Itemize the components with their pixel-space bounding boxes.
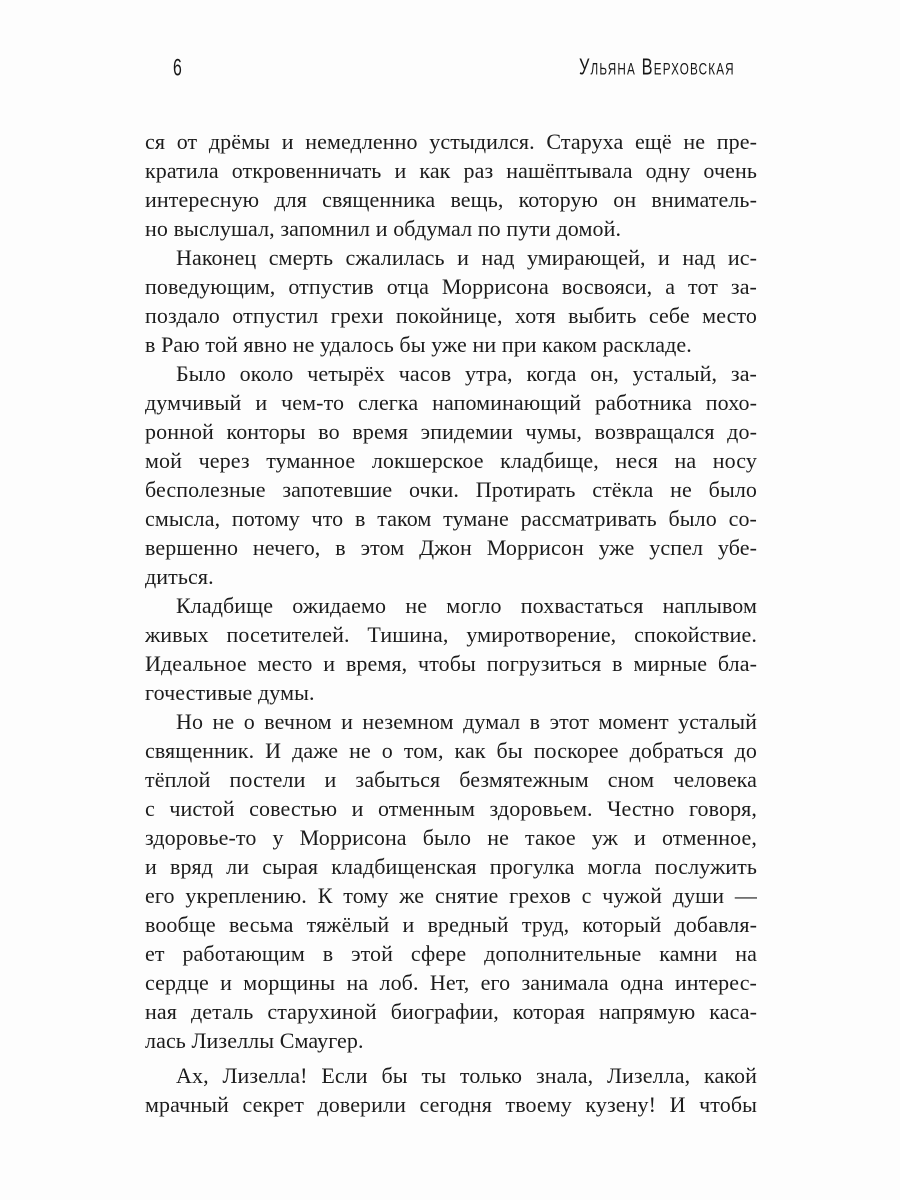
paragraph <box>145 591 757 707</box>
text-line: ет работающим в этой сфере дополнительные камни на <box>145 941 757 966</box>
paragraph <box>145 1061 757 1119</box>
page-header <box>0 53 900 84</box>
text-line: но выслушал, запомнил и обдумал по пути домой. <box>145 216 622 241</box>
page-text <box>145 127 757 1119</box>
text-line: интересную для священника вещь, которую он вниматель- <box>145 187 757 212</box>
text-line: вообще весьма тяжёлый и вредный труд, который добавля- <box>145 912 757 937</box>
text-line: мрачный секрет доверили сегодня твоему кузену! И чтобы <box>145 1092 757 1117</box>
text-line: мой через туманное локшерское кладбище, неся на носу <box>145 448 757 473</box>
text-line: Наконец смерть сжалилась и над умирающей, и над ис- <box>176 245 757 270</box>
text-line: в Раю той явно не удалось бы уже ни при каком раскладе. <box>145 332 692 357</box>
text-line: ная деталь старухиной биографии, которая напрямую каса- <box>145 999 757 1024</box>
text-line: Было около четырёх часов утра, когда он, усталый, за- <box>176 361 757 386</box>
text-line: живых посетителей. Тишина, умиротворение, спокойствие. <box>145 622 757 647</box>
text-line: вершенно нечего, в этом Джон Моррисон уже успел убе- <box>145 535 757 560</box>
text-line: с чистой совестью и отменным здоровьем. Честно говоря, <box>145 796 757 821</box>
text-line: гочестивые думы. <box>145 680 315 705</box>
text-line: кратила откровенничать и как раз нашёптывала одну очень <box>145 158 757 183</box>
paragraph <box>145 243 757 359</box>
text-line: диться. <box>145 564 214 589</box>
text-line: лась Лизеллы Смаугер. <box>145 1028 364 1053</box>
author-name: Ульяна Верховская <box>579 55 735 80</box>
text-line: здоровье-то у Моррисона было не такое уж и отменное, <box>145 825 757 850</box>
paragraph <box>145 127 757 243</box>
text-line: поздало отпустил грехи покойнице, хотя выбить себе место <box>145 303 757 328</box>
text-line: Кладбище ожидаемо не могло похвастаться наплывом <box>176 593 757 618</box>
text-line: Ах, Лизелла! Если бы ты только знала, Лизелла, какой <box>176 1063 757 1088</box>
page-number: 6 <box>173 53 183 81</box>
text-line: и вряд ли сырая кладбищенская прогулка могла послужить <box>145 854 757 879</box>
text-line: бесполезные запотевшие очки. Протирать стёкла не было <box>145 477 757 502</box>
text-line: Идеальное место и время, чтобы погрузиться в мирные бла- <box>145 651 757 676</box>
text-line: священник. И даже не о том, как бы поскорее добраться до <box>145 738 757 763</box>
text-line: думчивый и чем-то слегка напоминающий работника похо- <box>145 390 757 415</box>
text-line: смысла, потому что в таком тумане рассматривать было со- <box>145 506 757 531</box>
paragraph <box>145 707 757 1055</box>
text-line: поведующим, отпустив отца Моррисона восвояси, а тот за- <box>145 274 757 299</box>
text-line: тёплой постели и забыться безмятежным сном человека <box>145 767 757 792</box>
text-line: его укреплению. К тому же снятие грехов с чужой души — <box>145 883 757 908</box>
text-line: сердце и морщины на лоб. Нет, его занимала одна интерес- <box>145 970 757 995</box>
text-line: ронной конторы во время эпидемии чумы, возвращался до- <box>145 419 757 444</box>
text-line: Но не о вечном и неземном думал в этот момент усталый <box>176 709 757 734</box>
text-line: ся от дрёмы и немедленно устыдился. Старуха ещё не пре- <box>145 129 757 154</box>
paragraph <box>145 359 757 591</box>
